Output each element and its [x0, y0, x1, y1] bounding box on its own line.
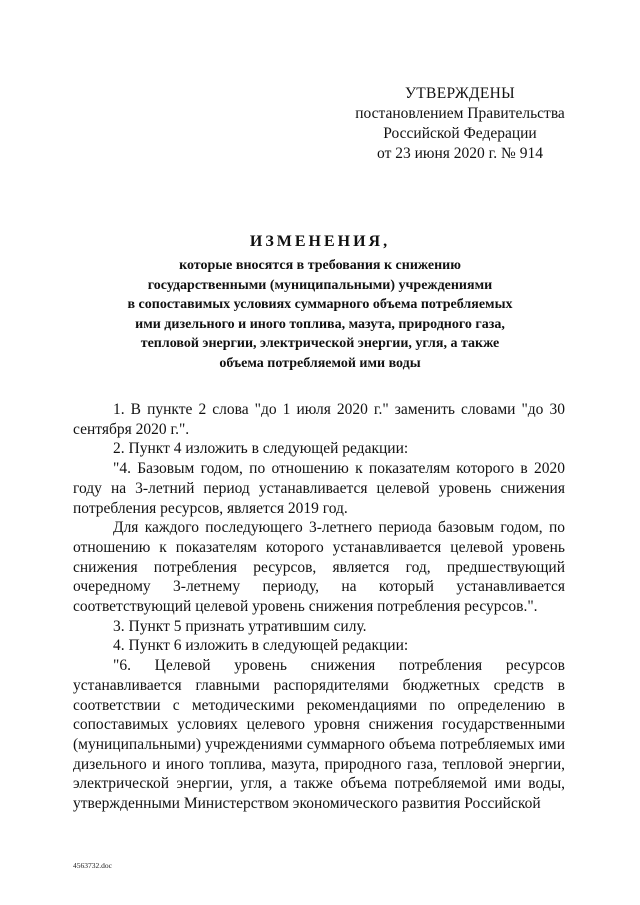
- subheading-line: которые вносятся в требования к снижению: [179, 258, 461, 273]
- approval-line-1: постановлением Правительства: [355, 105, 565, 122]
- subheading-line: объема потребляемой ими воды: [219, 355, 421, 371]
- approval-title: УТВЕРЖДЕНЫ: [405, 85, 515, 102]
- approval-line-3: от 23 июня 2020 г. № 914: [377, 145, 543, 162]
- paragraph-item-1: 1. В пункте 2 слова "до 1 июля 2020 г." заменить словами "до 30 сентября 2020 г.".: [73, 401, 565, 438]
- subheading-line: тепловой энергии, электрической энергии, угля, а также: [140, 336, 500, 351]
- paragraph-item-3: 3. Пункт 5 признать утратившим силу.: [113, 617, 367, 635]
- paragraph-point-4-cont: Для каждого последующего 3-летнего периода базовым годом, по отношению к показателям которого устанавливается целевой уровень снижения потребления ресурсов, является год, предшествующий очередному 3-летнему периоду, на который устанавливается соответствующий целевой уровень снижения потребления ресурсов.".: [73, 519, 565, 616]
- document-subheading: [70, 256, 570, 373]
- subheading-line: государственными (муниципальными) учреждениями: [147, 277, 493, 293]
- file-name-footer: 4563732.doc: [73, 861, 112, 870]
- paragraph-item-4: 4. Пункт 6 изложить в следующей редакции:: [113, 637, 409, 655]
- approval-block: [330, 84, 590, 164]
- paragraph-item-2: 2. Пункт 4 изложить в следующей редакции:: [113, 440, 409, 458]
- subheading-line: ими дизельного и иного топлива, мазута, природного газа,: [135, 316, 505, 332]
- subheading-line: в сопоставимых условиях суммарного объема потребляемых: [127, 297, 513, 312]
- paragraph-point-4: "4. Базовым годом, по отношению к показателям которого в 2020 году на 3-летний период устанавливается целевой уровень снижения потребления ресурсов, является 2019 год.: [73, 460, 565, 517]
- document-body: [73, 400, 565, 814]
- document-heading: ИЗМЕНЕНИЯ,: [249, 233, 391, 250]
- approval-line-2: Российской Федерации: [383, 125, 537, 142]
- paragraph-point-6: "6. Целевой уровень снижения потребления ресурсов устанавливается главными распорядителями бюджетных средств в соответствии с методическими рекомендациями по определению в сопоставимых условиях целевого уровня снижения государственными (муниципальными) учреждениями суммарного объема потребляемых ими дизельного и иного топлива, мазута, природного газа, тепловой энергии, электрической энергии, угля, а также объема потребляемой ими воды, утвержденными Министерством экономического развития Российской: [73, 657, 565, 813]
